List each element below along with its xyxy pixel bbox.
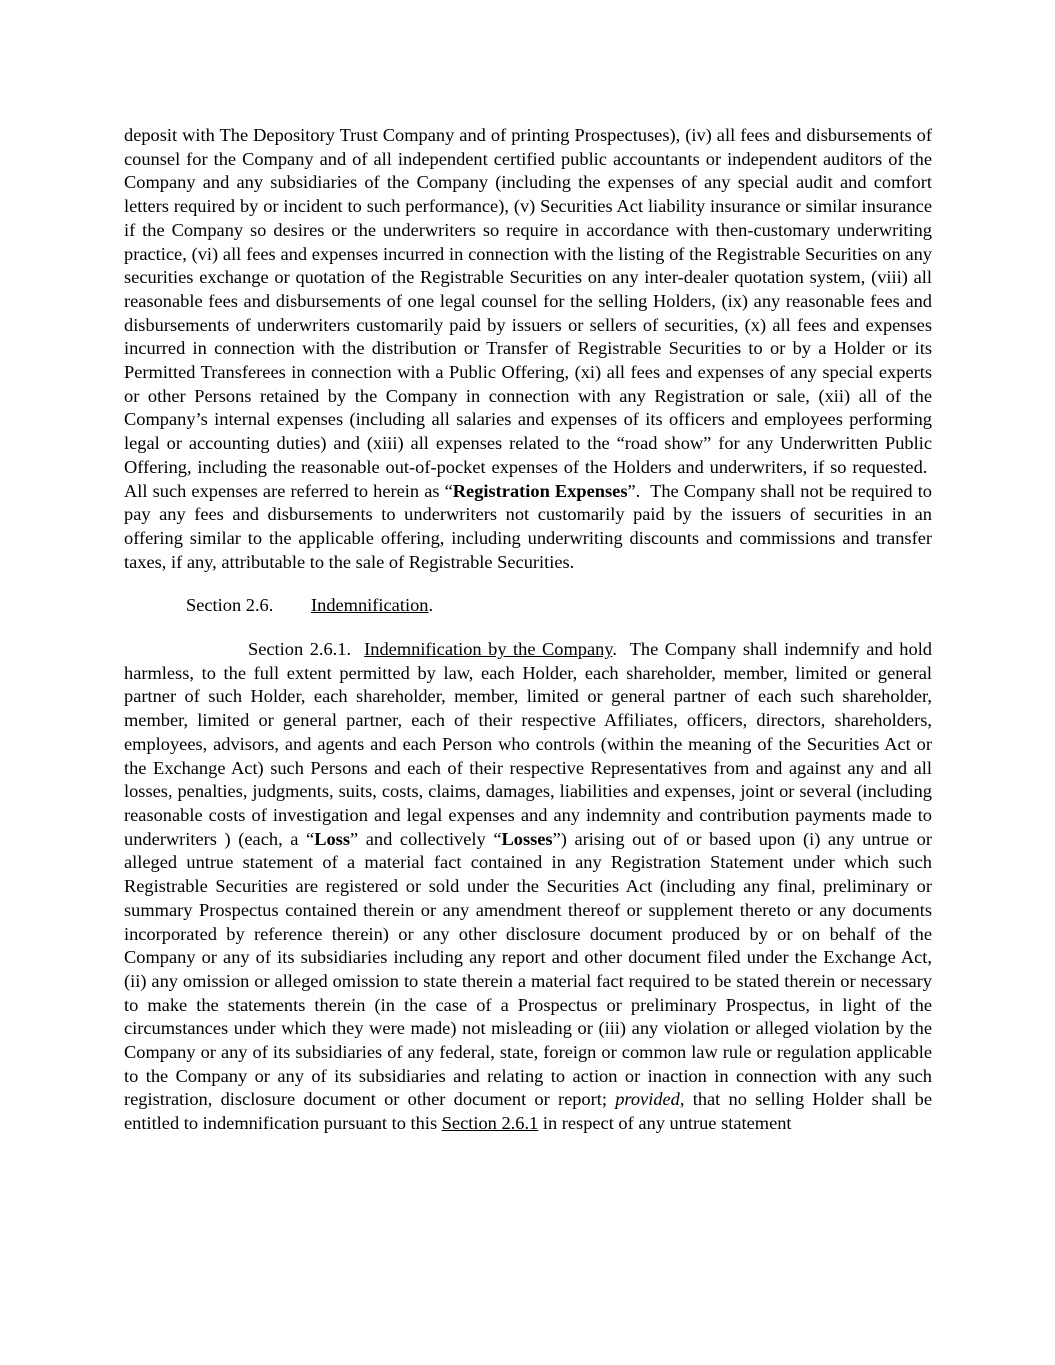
paragraph-text: ” and collectively “: [350, 828, 502, 849]
section-heading-2-6: [124, 594, 932, 618]
defined-term-losses: Losses: [501, 828, 553, 849]
paragraph-text: . The Company shall indemnify and hold harmless, to the full extent permitted by law, each Holder, each shareholder, member, limited or general partner of such Holder, each shareholder, member, limited or general partner of each such shareholder, member, limited or general partner, each of their respective Affiliates, officers, directors, shareholders, employees, advisors, and agents and each Person who controls (within the meaning of the Securities Act or the Exchange Act) such Persons and each of their respective Representatives from and against any and all losses, penalties, judgments, suits, costs, claims, damages, liabilities and expenses, joint or several (including reasonable costs of investigation and legal expenses and any indemnity and contribution payments made to underwriters ) (each, a “: [124, 639, 932, 849]
document-page: [124, 124, 932, 1136]
paragraph-text: in respect of any untrue statement: [538, 1113, 792, 1134]
defined-term-loss: Loss: [314, 828, 350, 849]
provided-proviso: provided: [615, 1089, 680, 1110]
section-title-period: .: [428, 595, 434, 616]
defined-term-registration-expenses: Registration Expenses: [452, 480, 628, 501]
subsection-number: Section 2.6.1.: [248, 639, 352, 660]
paragraph-text: ”. The Company shall not be required to pay any fees and disbursements to underwriters not customarily paid by the issuers of securities in an offering similar to the applicable offering, including underwriting discounts and commissions and transfer taxes, if any, attributable to the sale of Registrable Securities.: [124, 480, 932, 572]
paragraph-text: ”) arising out of or based upon (i) any untrue or alleged untrue statement of a material fact contained in any Registration Statement under which such Registrable Securities are registered or sold under the Securities Act (including any final, preliminary or summary Prospectus contained therein or any amendment thereof or supplement thereto or any documents incorporated by reference therein) or any other disclosure document produced by or on behalf of the Company or any of its subsidiaries including any report and other document filed under the Exchange Act, (ii) any omission or alleged omission to state therein a material fact required to be stated therein or necessary to make the statements therein (in the case of a Prospectus or preliminary Prospectus, in light of the circumstances under which they were made) not misleading or (iii) any violation or alleged violation by the Company or any of its subsidiaries of any federal, state, foreign or common law rule or regulation applicable to the Company or any of its subsidiaries and relating to action or inaction in connection with any such registration, disclosure document or other document or report;: [124, 828, 932, 1110]
cross-reference-section-2-6-1: Section 2.6.1: [441, 1113, 539, 1134]
registration-expenses-paragraph: [124, 124, 932, 574]
section-number: Section 2.6.: [186, 595, 274, 616]
paragraph-text: deposit with The Depository Trust Company and of printing Prospectuses), (iv) all fees and disbursements of counsel for the Company and of all independent certified public accountants or independent auditors of the Company and any subsidiaries of the Company (including the expenses of any special audit and comfort letters required by or incident to such performance), (v) Securities Act liability insurance or similar insurance if the Company so desires or the underwriters so require in accordance with then-customary underwriting practice, (vi) all fees and expenses incurred in connection with the listing of the Registrable Securities on any securities exchange or quotation of the Registrable Securities on any inter-dealer quotation system, (viii) all reasonable fees and disbursements of one legal counsel for the selling Holders, (ix) any reasonable fees and disbursements of underwriters customarily paid by issuers or sellers of securities, (x) all fees and expenses incurred in connection with the distribution or Transfer of Registrable Securities to or by a Holder or its Permitted Transferees in connection with a Public Offering, (xi) all fees and expenses of any special experts or other Persons retained by the Company in connection with any Registration or sale, (xii) all of the Company’s internal expenses (including all salaries and expenses of its officers and employees performing legal or accounting duties) and (xiii) all expenses related to the “road show” for any Underwritten Public Offering, including the reasonable out-of-pocket expenses of the Holders and underwriters, if so requested. All such expenses are referred to herein as “: [124, 125, 932, 501]
paragraph-text: , that no selling Holder shall be entitled to indemnification pursuant to this: [124, 1089, 932, 1134]
subsection-title: Indemnification by the Company: [364, 639, 613, 660]
section-title: Indemnification: [311, 595, 429, 616]
indemnification-by-company-paragraph: [124, 638, 932, 1136]
